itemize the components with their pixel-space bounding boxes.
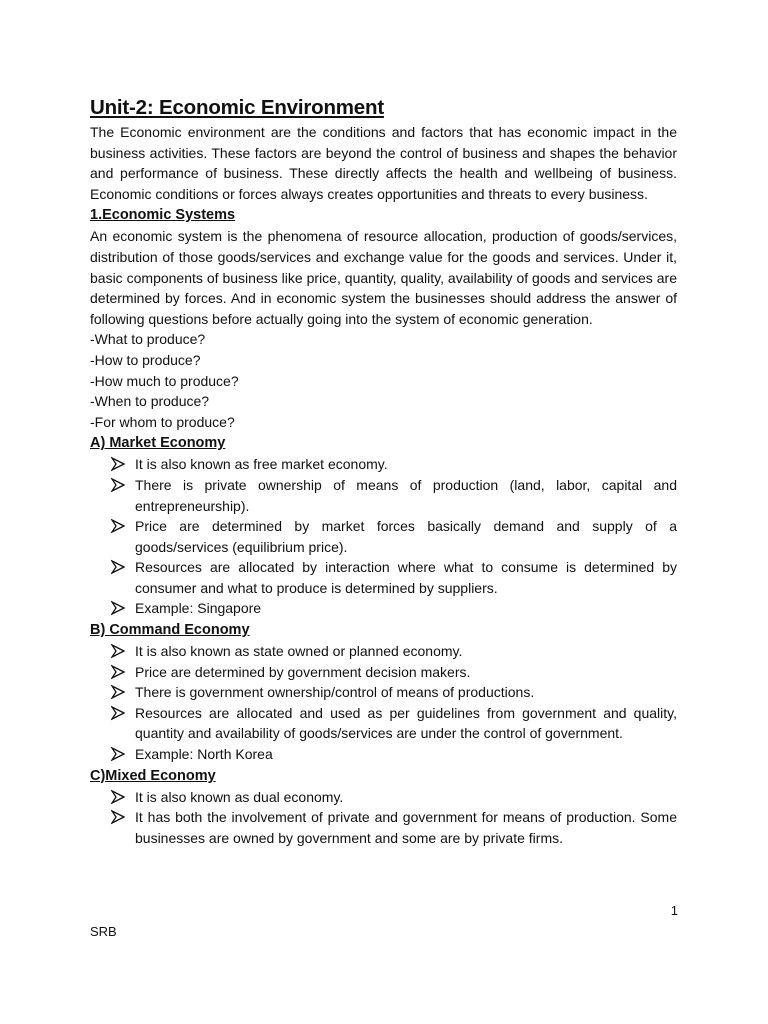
section-heading-command-economy: B) Command Economy [90,622,250,639]
question-list [90,329,677,432]
intro-paragraph: The Economic environment are the conditions and factors that has economic impact in the business activities. These factors are beyond the control of business and shapes the behavior and performance of business. These directly affects the health and wellbeing of business. Economic conditions or forces always creates opportunities and threats to every business. [90,124,677,202]
list-item [135,662,677,683]
list-item [135,744,677,765]
page-title: Unit-2: Economic Environment [90,96,384,119]
list-item-text: Example: North Korea [135,746,273,763]
list-item-text: Price are determined by market forces basically demand and supply of a goods/services (equilibrium price). [135,518,677,555]
list-item [135,807,677,848]
list-item-text: There is government ownership/control of means of productions. [135,684,535,701]
list-item-text: It is also known as free market economy. [135,456,388,473]
arrowhead-bullet-icon [111,807,125,827]
list-item-text: Price are determined by government decision makers. [135,663,471,680]
arrowhead-bullet-icon [111,662,125,682]
question-item: -What to produce? [90,331,206,348]
list-item [135,682,677,703]
question-item: -How to produce? [90,351,201,368]
list-item [135,454,677,475]
question-item: -How much to produce? [90,372,239,389]
list-item [135,475,677,516]
arrowhead-bullet-icon [111,557,125,577]
arrowhead-bullet-icon [111,744,125,764]
arrowhead-bullet-icon [111,454,125,474]
list-item-text: Resources are allocated and used as per guidelines from government and quality, quantity and availability of goods/services are under the control of government. [135,704,677,742]
list-item [135,557,677,598]
page-content [90,94,677,848]
economic-systems-paragraph: An economic system is the phenomena of resource allocation, production of goods/services, distribution of those goods/services and exchange value for the goods and services. Under it, basic components of business like price, quantity, quality, availability of goods and services are determined by forces. And in economic system the businesses should address the answer of following questions before actually going into the system of economic generation. [90,228,677,327]
market-economy-list [90,454,677,619]
arrowhead-bullet-icon [111,516,125,536]
list-item [135,598,677,619]
list-item-text: It is also known as state owned or planned economy. [135,643,463,660]
arrowhead-bullet-icon [111,703,125,723]
list-item-text: There is private ownership of means of production (land, labor, capital and entrepreneurship). [135,476,677,514]
list-item-text: Example: Singapore [135,600,262,617]
arrowhead-bullet-icon [111,598,125,618]
page-number: 1 [670,903,678,918]
section-heading-mixed-economy: C)Mixed Economy [90,767,216,784]
question-item: -When to produce? [90,393,210,410]
arrowhead-bullet-icon [111,475,125,495]
mixed-economy-list [90,787,677,849]
arrowhead-bullet-icon [111,787,125,807]
section-heading-economic-systems: 1.Economic Systems [90,207,236,224]
list-item-text: It has both the involvement of private and government for means of production. Some businesses are owned by government and some are by private firms. [135,809,677,846]
command-economy-list [90,641,677,765]
section-heading-market-economy: A) Market Economy [90,435,226,452]
list-item [135,516,677,557]
arrowhead-bullet-icon [111,641,125,661]
question-item: -For whom to produce? [90,413,235,430]
arrowhead-bullet-icon [111,682,125,702]
list-item [135,703,677,744]
footer-text: SRB [90,924,117,939]
list-item [135,641,677,662]
list-item-text: It is also known as dual economy. [135,788,344,805]
list-item-text: Resources are allocated by interaction where what to consume is determined by consumer and what to produce is determined by suppliers. [135,559,677,596]
list-item [135,787,677,808]
